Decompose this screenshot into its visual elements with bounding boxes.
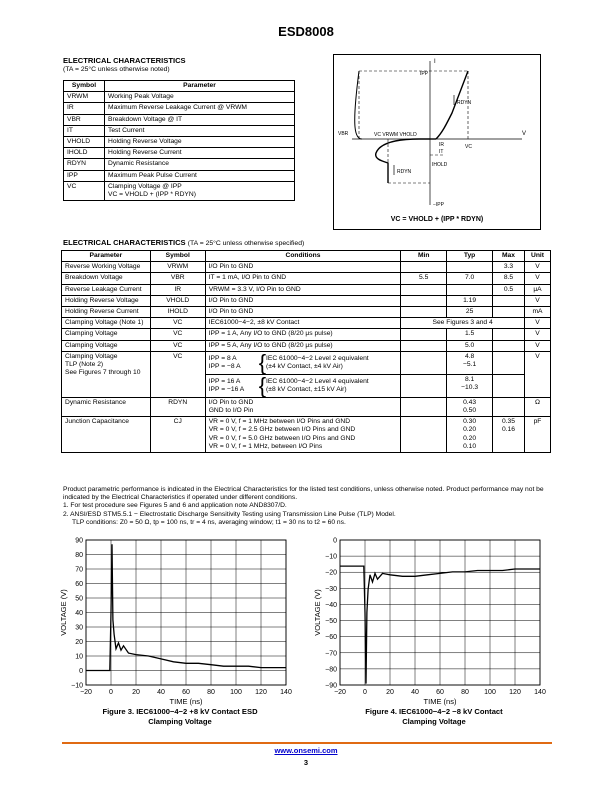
symbol-cell: IPP [64,170,105,181]
cell-line: 0.16 [501,426,516,434]
y-tick-label: −10 [71,682,83,690]
notes-paragraph: Product parametric performance is indicated in the Electrical Characteristics for the listed test conditions, unless otherwise noted. Product performance may not be indicated by the Electrical Characteristics if operated under different conditions. [63,486,544,502]
vc-vrwm-vhold-label: VC VRWM VHOLD [374,132,417,138]
typ-cell [447,262,493,273]
x-tick-label: 140 [534,689,546,696]
table-row [62,262,551,273]
y-tick-label: 60 [75,581,83,588]
parameter-cell [105,159,295,170]
symbol-cell: IHOLD [64,148,105,159]
conditions-cell: VRWM = 3.3 V, I/O Pin to GND [205,284,401,295]
figure-3-chart [56,530,301,735]
min-cell [401,307,447,318]
unit-cell: V [524,329,550,340]
it-label: IT [439,149,444,155]
unit-cell: V [524,318,550,329]
x-tick-label: 60 [436,689,444,696]
conditions-cell: IPP = 5 A, Any I/O to GND (8/20 μs pulse) [205,340,401,351]
cell-line: 4.8 [464,352,475,360]
y-tick-label: −90 [325,682,337,690]
vbr-label: VBR [338,131,349,137]
x-tick-label: 0 [109,689,113,696]
cell-line: Clamping Voltage [65,352,118,360]
x-axis-label: TIME (ns) [423,697,457,706]
tlp-conditions-cell [205,374,401,397]
cell-line: IEC 61000−4−2 Level 2 equivalent [266,354,369,362]
figure-4-caption: Figure 4. IEC61000−4−2 −8 kV Contact Clamping Voltage [365,707,503,726]
symbol-row [64,92,295,103]
y-tick-label: 40 [75,610,83,617]
symbol-row [64,114,295,125]
y-tick-label: −60 [325,634,337,642]
symbol-header: Symbol [64,81,105,92]
note-2a: 2. ANSI/ESD STM5.5.1 − Electrostatic Discharge Sensitivity Testing using Transmission Line Pulse (TLP) Model. [63,510,396,518]
v-axis-label: V [522,131,527,137]
typ-cell [447,284,493,295]
symbol-cell: RDYN [64,159,105,170]
max-cell [493,307,525,318]
parameter-cell [105,103,295,114]
max-cell [493,374,525,397]
symbol-cell: VC [150,340,205,351]
y-axis-label: VOLTAGE (V) [59,589,68,636]
param-cell: Breakdown Voltage [62,273,151,284]
footer-rule [62,742,552,744]
symbol-cell: VC [64,181,105,200]
parameter-cell [105,114,295,125]
y-tick-label: −40 [325,601,337,609]
symbol-cell: VHOLD [150,295,205,306]
symbol-cell: RDYN [150,397,205,416]
parameter-text: Maximum Reverse Leakage Current @ VRWM [108,104,247,112]
y-tick-label: −10 [325,553,337,561]
figure-3-caption: Figure 3. IEC61000−4−2 +8 kV Contact ESD Clamping Voltage [102,707,258,726]
symbol-cell: VC [150,329,205,340]
tlp-conditions-cell [205,351,401,374]
max-cell: 8.5 [493,273,525,284]
cell-line: VR = 0 V, f = 5.0 GHz between I/O Pins and GND [208,434,356,442]
tlp-row [62,351,551,374]
cell-line: −10.3 [461,384,479,392]
y-tick-label: 20 [75,639,83,646]
cell-line: IPP = 16 A [208,377,241,385]
max-cell [493,295,525,306]
column-header: Conditions [205,251,401,262]
span-cell: See Figures 3 and 4 [401,318,525,329]
min-cell [401,262,447,273]
max-cell: 0.5 [493,284,525,295]
y-tick-label: 10 [75,653,83,661]
table-row [62,295,551,306]
symbol-cell: VC [150,318,205,329]
symbol-cell: VRWM [64,92,105,103]
conditions-cell: I/O Pin to GND [205,262,401,273]
y-tick-label: −80 [325,666,337,674]
typ-cell [447,351,493,374]
unit-cell: V [524,273,550,284]
ihold-label: IHOLD [432,162,448,168]
column-header: Parameter [62,251,151,262]
page-number: 3 [303,758,309,767]
parameter-cell [105,125,295,136]
parameter-text: Working Peak Voltage [108,93,174,101]
y-tick-label: 0 [79,668,83,675]
column-header: Max [493,251,525,262]
typ-cell: 5.0 [447,340,493,351]
parameter-cell [105,137,295,148]
typ-cell: 1.19 [447,295,493,306]
symbol-cell: IT [64,125,105,136]
y-tick-label: −50 [325,618,337,626]
typ-cell: 1.5 [447,329,493,340]
i-axis-label: I [434,59,436,65]
parameter-cell [105,148,295,159]
note-1: 1. For test procedure see Figures 5 and 6 and application note AND8307/D. [63,502,287,510]
max-cell: 3.3 [493,262,525,273]
sym-section-title: ELECTRICAL CHARACTERISTICS [63,56,186,65]
symbol-row [64,159,295,170]
min-cell [401,295,447,306]
cell-line: See Figures 7 through 10 [65,369,141,377]
unit-cell: V [524,351,550,397]
typ-cell: 7.0 [447,273,493,284]
column-header: Symbol [150,251,205,262]
min-cell: 5.5 [401,273,447,284]
symbol-cell: CJ [150,417,205,453]
min-cell [401,284,447,295]
symbol-table [63,80,295,201]
unit-cell: mA [524,307,550,318]
cell-line: (±8 kV Contact, ±15 kV Air) [266,385,347,393]
y-tick-label: 80 [75,552,83,559]
param-cell: Holding Reverse Current [62,307,151,318]
cj-row [62,417,551,453]
table-row [62,318,551,329]
cell-line: 0.10 [463,442,477,450]
param-cell: Reverse Working Voltage [62,262,151,273]
y-axis-label: VOLTAGE (V) [313,589,322,636]
cell-line: 0.35 [501,418,516,426]
unit-cell: V [524,340,550,351]
cell-line: 0.20 [463,426,477,434]
x-tick-label: 120 [509,689,521,696]
parameter-text: Clamping Voltage @ IPP [108,182,182,190]
conditions-cell: IT = 1 mA, I/O Pin to GND [205,273,401,284]
symbol-cell: IHOLD [150,307,205,318]
min-cell [401,397,447,416]
note-2b: TLP conditions: Z0 = 50 Ω, tp = 100 ns, tr = 4 ns, averaging window; t1 = 30 ns to t2 = 60 ns. [72,518,346,526]
x-tick-label: 100 [230,689,242,696]
max-cell [493,340,525,351]
parameter-text: Breakdown Voltage @ IT [108,115,183,123]
cell-line: 0.43 [463,398,477,406]
iv-curve-svg [334,55,540,229]
column-header: Min [401,251,447,262]
iv-diagram [333,54,541,230]
unit-cell: pF [524,417,550,453]
tlp-param-cell [62,351,151,397]
y-tick-label: −20 [325,569,337,577]
symbol-row [64,137,295,148]
unit-cell: V [524,262,550,273]
rdyn-top-label: RDYN [457,100,472,106]
symbol-cell: IR [64,103,105,114]
electrical-characteristics-table [61,250,551,453]
x-tick-label: 20 [132,689,140,696]
conditions-cell [205,417,401,453]
main-table-subtitle: (TA = 25°C unless otherwise specified) [187,240,305,247]
param-cell: Clamping Voltage [62,329,151,340]
x-tick-label: 60 [182,689,190,696]
y-tick-label: 90 [75,537,83,545]
symbol-row [64,181,295,200]
symbol-cell: VHOLD [64,137,105,148]
symbol-cell: VBR [64,114,105,125]
max-cell [493,417,525,453]
page-title: ESD8008 [278,24,334,39]
x-tick-label: 40 [411,689,419,696]
param-cell: Clamping Voltage (Note 1) [62,318,151,329]
x-tick-label: 80 [207,689,215,696]
y-tick-label: 0 [333,537,337,545]
cell-line: 8.1 [464,375,475,383]
parameter-text: Maximum Peak Pulse Current [108,171,197,179]
conditions-cell: IPP = 1 A, Any I/O to GND (8/20 μs pulse) [205,329,401,340]
column-header: Unit [524,251,550,262]
x-tick-label: 20 [386,689,394,696]
min-cell [401,417,447,453]
cell-line: GND to I/O Pin [208,407,254,415]
rdyn-row [62,397,551,416]
ipp-label: IPP [420,71,429,77]
tlp-symbol-cell: VC [150,351,205,397]
vc-equation: VC = VHOLD + (IPP * RDYN) [390,216,484,223]
column-header: Typ [447,251,493,262]
conditions-cell [205,397,401,416]
table-row [62,273,551,284]
min-cell [401,351,447,374]
main-table-title: ELECTRICAL CHARACTERISTICS (TA = 25°C unless otherwise specified) [63,238,305,247]
symbol-cell: IR [150,284,205,295]
x-tick-label: 100 [484,689,496,696]
notes-block [63,486,553,527]
min-cell [401,329,447,340]
parameter-text-2: VC = VHOLD + (IPP * RDYN) [108,191,196,199]
symbol-cell: VRWM [150,262,205,273]
max-cell [493,397,525,416]
x-tick-label: 80 [461,689,469,696]
parameter-text: Holding Reverse Current [108,149,182,157]
param-cell: Holding Reverse Voltage [62,295,151,306]
cell-line: −5.1 [462,361,477,369]
param-cell: Dynamic Resistance [62,397,151,416]
cell-line: VR = 0 V, f = 1 MHz, between I/O Pins [208,442,323,450]
symbol-row [64,125,295,136]
parameter-text: Dynamic Resistance [108,160,169,168]
cell-line: IPP = −8 A [208,362,241,370]
cell-line: I/O Pin to GND [208,398,254,406]
cell-line: VR = 0 V, f = 2.5 GHz between I/O Pins and GND [208,426,356,434]
cell-line: IEC 61000−4−2 Level 4 equivalent [266,377,369,385]
y-tick-label: −70 [325,650,337,658]
footer-link-wrap [0,746,612,755]
typ-cell [447,374,493,397]
table-row [62,307,551,318]
sym-section-subtitle: (TA = 25°C unless otherwise noted) [63,66,170,73]
parameter-text: Holding Reverse Voltage [108,138,182,146]
parameter-cell [105,181,295,200]
cell-line: TLP (Note 2) [65,361,104,369]
x-tick-label: 40 [157,689,165,696]
brace: { [258,372,267,398]
iv-curve-left [376,139,430,183]
param-cell: Clamping Voltage [62,340,151,351]
param-cell: Junction Capacitance [62,417,151,453]
cell-line: 0.30 [463,418,477,426]
parameter-header: Parameter [105,81,295,92]
x-tick-label: 0 [363,689,367,696]
unit-cell: μA [524,284,550,295]
max-cell [493,351,525,374]
table-row [62,284,551,295]
param-cell: Reverse Leakage Current [62,284,151,295]
table-row [62,329,551,340]
cell-line: (±4 kV Contact, ±4 kV Air) [266,362,343,370]
unit-cell: V [524,295,550,306]
figure-4-chart [310,530,555,735]
max-cell [493,329,525,340]
parameter-text: Test Current [108,126,145,134]
x-tick-label: −20 [334,689,346,696]
y-tick-label: −30 [325,585,337,593]
cell-line: 0.50 [463,407,477,415]
typ-cell [447,417,493,453]
ipp-neg-label: −IPP [433,202,444,208]
symbol-row [64,103,295,114]
cell-line: 0.20 [463,434,477,442]
symbol-cell: VBR [150,273,205,284]
x-axis-label: TIME (ns) [169,697,203,706]
symbol-row [64,148,295,159]
unit-cell: Ω [524,397,550,416]
rdyn-bot-label: RDYN [397,169,412,175]
min-cell [401,340,447,351]
vc-label: VC [465,144,472,150]
y-tick-label: 30 [75,624,83,632]
cell-line: VR = 0 V, f = 1 MHz between I/O Pins and GND [208,418,351,426]
symbol-row [64,170,295,181]
table-row [62,340,551,351]
min-cell [401,374,447,397]
x-tick-label: 120 [255,689,267,696]
cell-line: IPP = 8 A [208,354,237,362]
ir-label: IR [439,142,444,148]
x-tick-label: 140 [280,689,292,696]
conditions-cell: I/O Pin to GND [205,307,401,318]
conditions-cell: I/O Pin to GND [205,295,401,306]
conditions-cell: IEC61000−4−2, ±8 kV Contact [205,318,401,329]
parameter-cell [105,92,295,103]
parameter-cell [105,170,295,181]
y-tick-label: 70 [75,566,83,574]
x-tick-label: −20 [80,689,92,696]
cell-line: IPP = −16 A [208,385,245,393]
website-link[interactable]: www.onsemi.com [274,746,338,755]
typ-cell: 25 [447,307,493,318]
typ-cell [447,397,493,416]
brace: { [258,349,267,375]
y-tick-label: 50 [75,595,83,603]
